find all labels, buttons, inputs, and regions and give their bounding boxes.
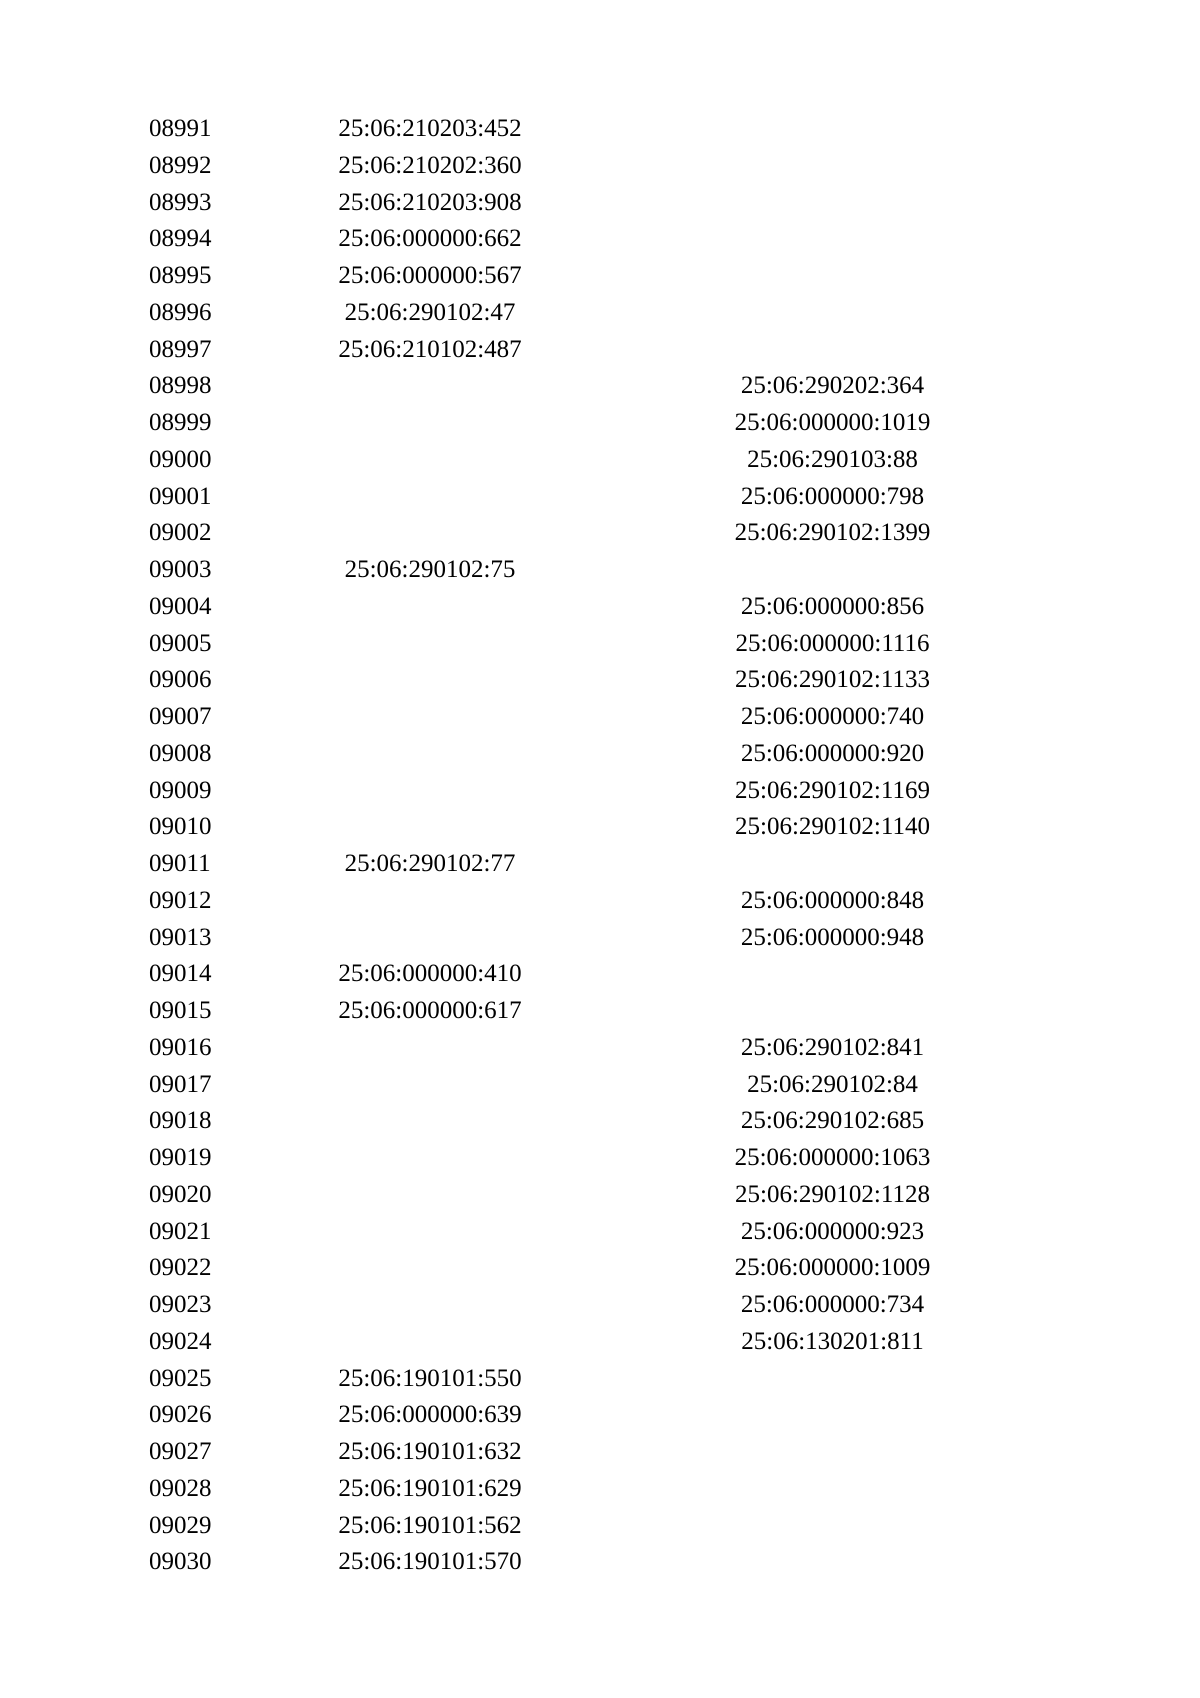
cadastral-number-col-b: 25:06:000000:923 xyxy=(740,1217,925,1245)
row-number: 09023 xyxy=(149,1291,212,1318)
table-row xyxy=(0,111,1200,148)
cadastral-number-col-b: 25:06:000000:734 xyxy=(740,1291,925,1318)
table-row xyxy=(0,1103,1200,1140)
table-row xyxy=(0,1287,1200,1324)
table-row xyxy=(0,626,1200,663)
row-number: 09014 xyxy=(149,960,212,988)
row-number: 09017 xyxy=(149,1070,212,1098)
cadastral-number-col-a: 25:06:290102:77 xyxy=(344,850,516,877)
table-row xyxy=(0,368,1200,405)
row-number: 09006 xyxy=(149,666,212,694)
table-row xyxy=(0,589,1200,626)
cadastral-number-col-b: 25:06:290102:1399 xyxy=(734,519,931,547)
table-row xyxy=(0,662,1200,699)
cadastral-number-col-b: 25:06:000000:798 xyxy=(740,482,925,510)
cadastral-number-col-b: 25:06:000000:920 xyxy=(740,739,925,767)
row-number: 09001 xyxy=(149,482,212,510)
row-number: 09025 xyxy=(149,1364,212,1392)
cadastral-number-col-a: 25:06:000000:639 xyxy=(338,1401,522,1429)
row-number: 09004 xyxy=(149,592,212,620)
cadastral-number-col-a: 25:06:190101:562 xyxy=(338,1511,522,1539)
table-row xyxy=(0,221,1200,258)
cadastral-number-col-b: 25:06:290102:685 xyxy=(740,1107,925,1135)
table-row xyxy=(0,148,1200,185)
row-number: 09021 xyxy=(149,1217,212,1245)
cadastral-number-col-a: 25:06:190101:632 xyxy=(338,1438,522,1465)
row-number: 09002 xyxy=(149,519,212,547)
row-number: 09009 xyxy=(149,776,212,804)
cadastral-number-col-b: 25:06:290102:1128 xyxy=(735,1180,930,1208)
cadastral-number-col-a: 25:06:000000:567 xyxy=(338,262,522,289)
row-number: 09013 xyxy=(149,923,212,951)
row-number: 09007 xyxy=(149,703,212,730)
cadastral-number-col-b: 25:06:000000:856 xyxy=(740,592,925,620)
table-row xyxy=(0,405,1200,442)
cadastral-number-col-a: 25:06:190101:550 xyxy=(338,1364,522,1392)
table-row xyxy=(0,258,1200,295)
row-number: 09008 xyxy=(149,739,212,767)
table-row xyxy=(0,956,1200,993)
table-row xyxy=(0,1140,1200,1177)
table-row xyxy=(0,1177,1200,1214)
row-number: 09000 xyxy=(149,445,212,473)
cadastral-number-col-a: 25:06:210102:487 xyxy=(338,335,522,363)
row-number: 09015 xyxy=(149,997,212,1024)
table-row xyxy=(0,1214,1200,1251)
row-number: 09003 xyxy=(149,556,212,583)
table-row xyxy=(0,773,1200,810)
cadastral-number-col-b: 25:06:130201:811 xyxy=(741,1327,924,1355)
table-row xyxy=(0,809,1200,846)
cadastral-number-col-a: 25:06:290102:75 xyxy=(344,556,516,583)
cadastral-number-col-b: 25:06:000000:740 xyxy=(740,703,925,730)
table-row xyxy=(0,1030,1200,1067)
row-number: 09018 xyxy=(149,1107,212,1135)
table-row xyxy=(0,479,1200,516)
table-row xyxy=(0,442,1200,479)
row-number: 08995 xyxy=(149,262,212,289)
cadastral-number-col-b: 25:06:290102:1140 xyxy=(735,813,930,841)
row-number: 08996 xyxy=(149,298,212,326)
cadastral-number-col-b: 25:06:290102:1169 xyxy=(735,776,930,804)
cadastral-number-col-a: 25:06:290102:47 xyxy=(344,298,516,326)
row-number: 09012 xyxy=(149,886,212,914)
row-number: 09026 xyxy=(149,1401,212,1429)
table-row xyxy=(0,515,1200,552)
row-number: 09019 xyxy=(149,1144,212,1171)
table-row xyxy=(0,883,1200,920)
row-number: 09022 xyxy=(149,1254,212,1282)
row-number: 09005 xyxy=(149,629,212,657)
cadastral-number-col-a: 25:06:190101:570 xyxy=(338,1548,522,1576)
cadastral-number-col-b: 25:06:290202:364 xyxy=(740,372,925,400)
table-row xyxy=(0,1508,1200,1545)
row-number: 09024 xyxy=(149,1327,212,1355)
row-number: 08993 xyxy=(149,188,212,216)
table-row xyxy=(0,1397,1200,1434)
table-row xyxy=(0,295,1200,332)
cadastral-number-col-a: 25:06:000000:410 xyxy=(338,960,522,988)
table-row xyxy=(0,736,1200,773)
row-number: 08991 xyxy=(149,115,212,142)
table-row xyxy=(0,1324,1200,1361)
table-row xyxy=(0,1471,1200,1508)
records-table xyxy=(0,111,1200,1581)
table-row xyxy=(0,332,1200,369)
cadastral-number-col-b: 25:06:000000:948 xyxy=(740,923,925,951)
cadastral-number-col-b: 25:06:290102:841 xyxy=(740,1033,925,1061)
row-number: 09010 xyxy=(149,813,212,841)
row-number: 08999 xyxy=(149,409,212,436)
row-number: 09011 xyxy=(149,850,211,877)
cadastral-number-col-b: 25:06:000000:1116 xyxy=(735,629,930,657)
cadastral-number-col-a: 25:06:210203:452 xyxy=(338,115,522,142)
row-number: 08992 xyxy=(149,151,212,179)
cadastral-number-col-b: 25:06:000000:848 xyxy=(740,886,925,914)
table-row xyxy=(0,1361,1200,1398)
row-number: 09020 xyxy=(149,1180,212,1208)
cadastral-number-col-a: 25:06:000000:662 xyxy=(338,225,522,253)
row-number: 08994 xyxy=(149,225,212,253)
cadastral-number-col-a: 25:06:190101:629 xyxy=(338,1474,522,1502)
row-number: 09028 xyxy=(149,1474,212,1502)
table-row xyxy=(0,185,1200,222)
row-number: 08998 xyxy=(149,372,212,400)
table-row xyxy=(0,699,1200,736)
cadastral-number-col-b: 25:06:000000:1009 xyxy=(734,1254,931,1282)
table-row xyxy=(0,552,1200,589)
cadastral-number-col-b: 25:06:290102:1133 xyxy=(735,666,930,694)
row-number: 09029 xyxy=(149,1511,212,1539)
row-number: 09027 xyxy=(149,1438,212,1465)
cadastral-number-col-a: 25:06:210203:908 xyxy=(338,188,522,216)
cadastral-number-col-b: 25:06:000000:1019 xyxy=(734,409,931,436)
table-row xyxy=(0,993,1200,1030)
cadastral-number-col-a: 25:06:210202:360 xyxy=(338,151,522,179)
row-number: 09030 xyxy=(149,1548,212,1576)
table-row xyxy=(0,1434,1200,1471)
table-row xyxy=(0,846,1200,883)
cadastral-number-col-b: 25:06:290103:88 xyxy=(747,445,918,473)
cadastral-number-col-b: 25:06:000000:1063 xyxy=(734,1144,931,1171)
cadastral-number-col-b: 25:06:290102:84 xyxy=(747,1070,918,1098)
table-row xyxy=(0,1067,1200,1104)
table-row xyxy=(0,1544,1200,1581)
cadastral-number-col-a: 25:06:000000:617 xyxy=(338,997,522,1024)
table-row xyxy=(0,920,1200,957)
row-number: 09016 xyxy=(149,1033,212,1061)
table-row xyxy=(0,1250,1200,1287)
row-number: 08997 xyxy=(149,335,212,363)
